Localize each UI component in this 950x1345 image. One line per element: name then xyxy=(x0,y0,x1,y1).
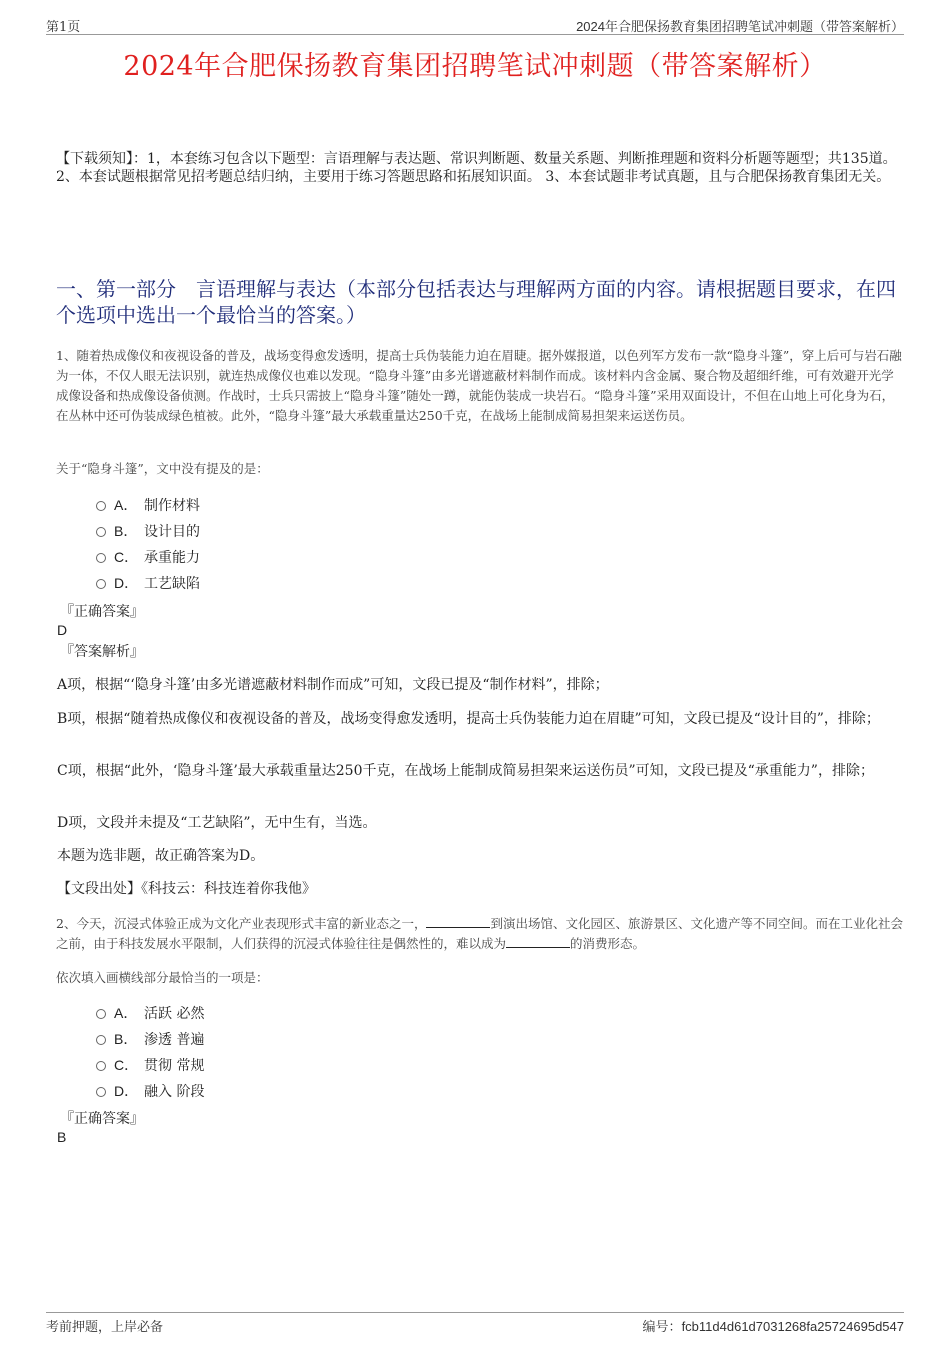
q1-conclusion: 本题为选非题，故正确答案为D。 xyxy=(57,848,265,864)
q1-answer: D xyxy=(57,622,68,638)
q1-analysis-c: C项，根据“此外，‘隐身斗篷’最大承载重量达250千克，在战场上能制成简易担架来运送伤员”可知，文段已提及“承重能力”，排除； xyxy=(57,763,874,779)
q2-option-c[interactable] xyxy=(96,1055,204,1075)
footer-code-value: fcb11d4d61d7031268fa25724695d547 xyxy=(681,1319,904,1334)
q2-option-d[interactable] xyxy=(96,1081,204,1101)
option-letter: B． xyxy=(114,1031,138,1047)
section-title: 一、第一部分 言语理解与表达（本部分包括表达与理解两方面的内容。请根据题目要求，在四个选项中选出一个最恰当的答案。） xyxy=(56,277,896,327)
option-letter: A． xyxy=(114,1005,138,1021)
page-header xyxy=(46,14,904,35)
footer-code xyxy=(643,1316,904,1335)
radio-icon[interactable] xyxy=(96,553,106,563)
footer-code-label: 编号： xyxy=(642,1320,682,1335)
option-letter: A． xyxy=(114,497,138,513)
option-text: 承重能力 xyxy=(144,550,200,566)
page-footer xyxy=(46,1312,904,1335)
fill-blank xyxy=(426,915,490,928)
q2-answer: B xyxy=(57,1129,67,1145)
q1-option-c[interactable] xyxy=(96,547,200,567)
option-text: 渗透 普遍 xyxy=(144,1032,205,1048)
q2-text-part2: 到演出场馆、文化园区、旅游景区、文化遗产等不同空间。而在工业化社会之前，由于科技发展水平限制，人们获得的沉浸式体验往往是偶然性的，难以成为 xyxy=(56,916,903,951)
option-letter: B． xyxy=(114,523,138,539)
question-1-text: 1、随着热成像仪和夜视设备的普及，战场变得愈发透明，提高士兵伪装能力迫在眉睫。据外媒报道，以色列军方发布一款“隐身斗篷”，穿上后可与岩石融为一体，不仅人眼无法识别，就连热成像仪也难以发现。“隐身斗篷”由多光谱遮蔽材料制作而成。该材料内含金属、聚合物及超细纤维，可有效避开光学成像设备和热成像设备侦测。作战时，士兵只需披上“隐身斗篷”随处一蹲，就能伪装成一块岩石。“隐身斗篷”采用双面设计，不但在山地上可化身为石，在丛林中还可伪装成绿色植被。此外，“隐身斗篷”最大承载重量达250千克，在战场上能制成简易担架来运送伤员。 xyxy=(56,348,902,423)
radio-icon[interactable] xyxy=(96,1087,106,1097)
radio-icon[interactable] xyxy=(96,527,106,537)
question-1-prompt: 关于“隐身斗篷”，文中没有提及的是： xyxy=(56,461,269,476)
q1-analysis-label: 『答案解析』 xyxy=(60,644,144,660)
q1-analysis-b: B项，根据“随着热成像仪和夜视设备的普及，战场变得愈发透明，提高士兵伪装能力迫在眉睫”可知，文段已提及“设计目的”，排除； xyxy=(57,711,880,727)
q2-option-a[interactable] xyxy=(96,1003,204,1023)
radio-icon[interactable] xyxy=(96,501,106,511)
q1-answer-label: 『正确答案』 xyxy=(60,604,144,620)
q1-option-d[interactable] xyxy=(96,573,200,593)
download-notice: 【下载须知】：1，本套练习包含以下题型：言语理解与表达题、常识判断题、数量关系题、判断推理题和资料分析题等题型；共135道。 2、本套试题根据常见招考题总结归纳，主要用于练习答题思路和拓展知识面。 3、本套试题非考试真题，且与合肥保扬教育集团无关。 xyxy=(56,151,897,185)
fill-blank xyxy=(506,935,570,948)
q2-text-part3: 的消费形态。 xyxy=(570,936,646,951)
q2-option-b[interactable] xyxy=(96,1029,204,1049)
option-text: 融入 阶段 xyxy=(144,1084,205,1100)
radio-icon[interactable] xyxy=(96,1009,106,1019)
q1-source: 【文段出处】《科技云：科技连着你我他》 xyxy=(57,881,316,897)
q2-answer-label: 『正确答案』 xyxy=(60,1111,144,1127)
q1-analysis-d: D项，文段并未提及“工艺缺陷”，无中生有，当选。 xyxy=(57,815,377,831)
option-letter: D． xyxy=(114,1083,139,1099)
radio-icon[interactable] xyxy=(96,1035,106,1045)
option-letter: D． xyxy=(114,575,139,591)
page-number: 第1页 xyxy=(46,20,81,35)
q1-option-b[interactable] xyxy=(96,521,200,541)
question-2-prompt: 依次填入画横线部分最恰当的一项是： xyxy=(56,970,269,985)
q2-text-part1: 2、今天，沉浸式体验正成为文化产业表现形式丰富的新业态之一， xyxy=(56,916,427,931)
option-text: 工艺缺陷 xyxy=(144,576,200,592)
q1-option-a[interactable] xyxy=(96,495,200,515)
footer-slogan: 考前押题，上岸必备 xyxy=(46,1320,164,1335)
option-text: 设计目的 xyxy=(144,524,200,540)
question-2-text xyxy=(56,914,904,954)
page-title: 2024年合肥保扬教育集团招聘笔试冲刺题（带答案解析） xyxy=(123,51,827,82)
header-doc-title: 2024年合肥保扬教育集团招聘笔试冲刺题（带答案解析） xyxy=(576,19,904,34)
option-letter: C． xyxy=(114,549,139,565)
radio-icon[interactable] xyxy=(96,1061,106,1071)
option-text: 制作材料 xyxy=(144,498,200,514)
option-letter: C． xyxy=(114,1057,139,1073)
option-text: 活跃 必然 xyxy=(144,1006,205,1022)
q1-analysis-a: A项，根据“‘隐身斗篷’由多光谱遮蔽材料制作而成”可知，文段已提及“制作材料”，排除； xyxy=(57,677,609,693)
option-text: 贯彻 常规 xyxy=(144,1058,205,1074)
radio-icon[interactable] xyxy=(96,579,106,589)
